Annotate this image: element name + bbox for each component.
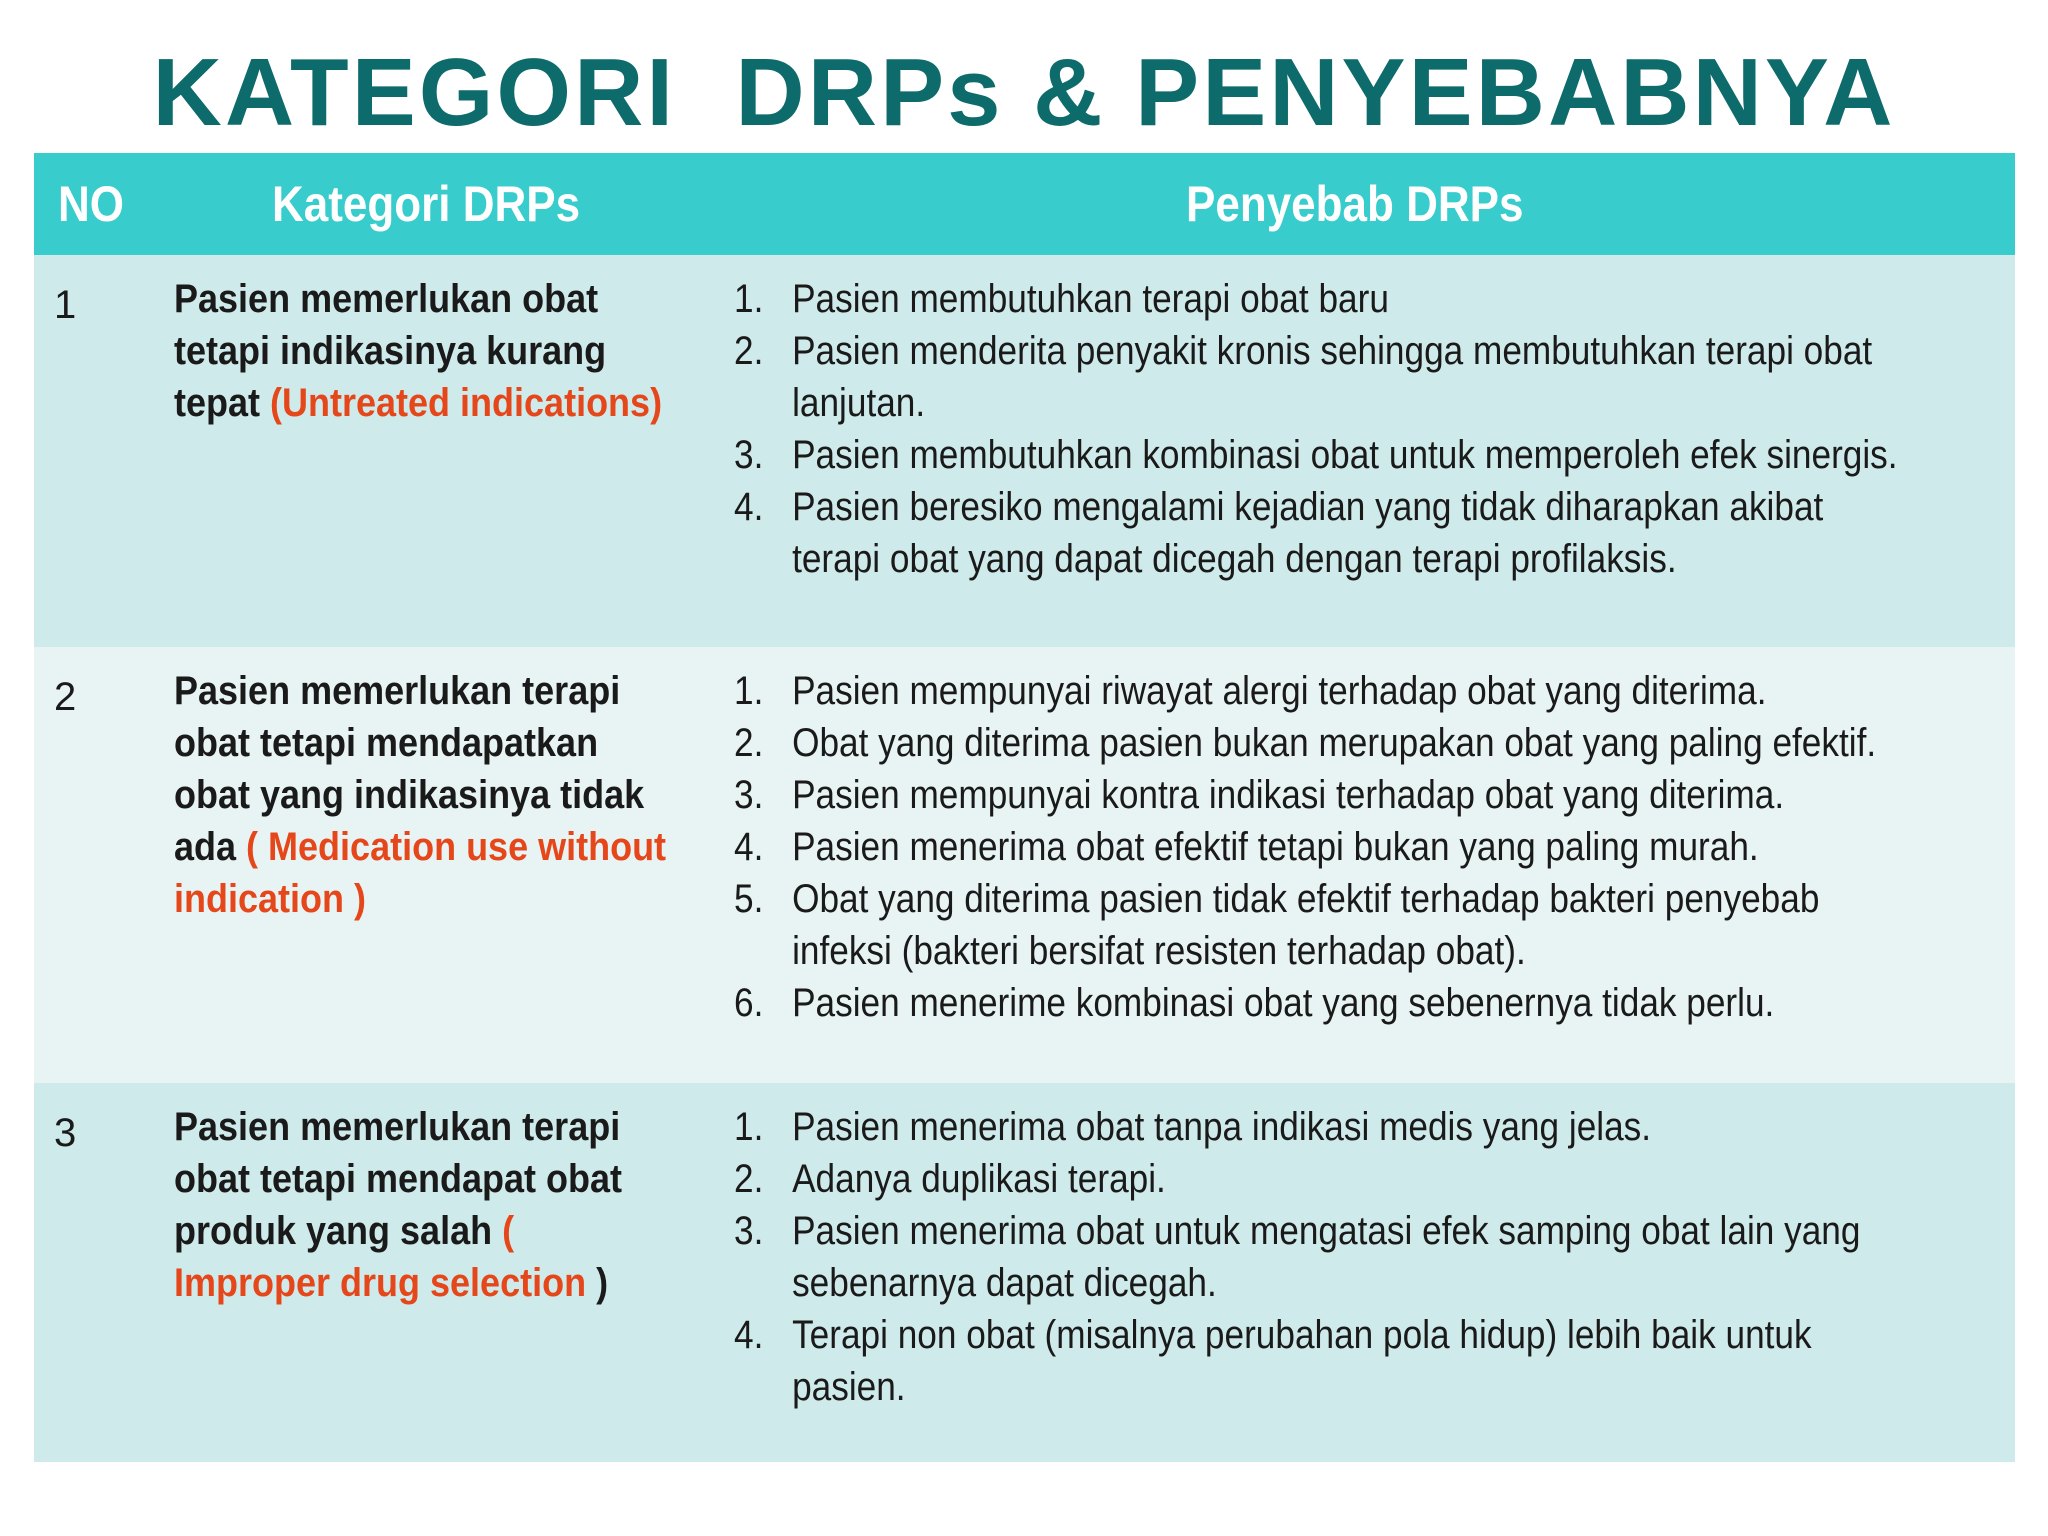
list-number: 2. [734,1157,764,1201]
list-text: Pasien beresiko mengalami kejadian yang tidak diharapkan akibat terapi obat yang dapat dicegah dengan terapi profilaksis. [792,485,1824,581]
list-text: Pasien menderita penyakit kronis sehingga membutuhkan terapi obat lanjutan. [792,329,1873,425]
row-number: 2 [54,675,77,719]
kategori-tail: ) [586,1261,609,1305]
list-item [734,429,1913,481]
kategori-highlight: (Untreated indications) [270,381,663,425]
table-row [34,1083,2015,1462]
header-no: NO [58,176,124,232]
list-number: 4. [734,1313,764,1357]
list-text: Obat yang diterima pasien bukan merupakan obat yang paling efektif. [792,721,1877,765]
header-kategori: Kategori DRPs [272,176,581,232]
list-number: 1. [734,1105,764,1149]
list-item [734,665,1913,717]
list-number: 6. [734,981,764,1025]
table-row [34,647,2015,1083]
list-item [734,481,1913,585]
header-penyebab: Penyebab DRPs [1186,176,1524,232]
kategori-text: Pasien memerlukan terapi obat tetapi mendapatkan obat yang indikasinya tidak ada [174,669,645,869]
list-item [734,1309,1913,1413]
list-text: Adanya duplikasi terapi. [792,1157,1166,1201]
list-number: 1. [734,669,764,713]
list-text: Obat yang diterima pasien tidak efektif terhadap bakteri penyebab infeksi (bakteri bersifat resisten terhadap obat). [792,877,1820,973]
list-number: 2. [734,721,764,765]
list-number: 1. [734,277,764,321]
row-kategori [174,273,678,429]
list-text: Pasien membutuhkan terapi obat baru [792,277,1389,321]
drp-table [34,153,2015,1462]
list-item [734,873,1913,977]
row-number: 1 [54,283,77,327]
list-item [734,977,1913,1029]
list-text: Pasien menerima obat efektif tetapi bukan yang paling murah. [792,825,1759,869]
list-number: 5. [734,877,764,921]
list-number: 3. [734,1209,764,1253]
list-number: 4. [734,825,764,869]
list-item [734,821,1913,873]
list-number: 4. [734,485,764,529]
list-number: 2. [734,329,764,373]
list-text: Pasien menerima obat tanpa indikasi medis yang jelas. [792,1105,1652,1149]
row-penyebab [734,1101,1913,1413]
list-text: Terapi non obat (misalnya perubahan pola hidup) lebih baik untuk pasien. [792,1313,1812,1409]
list-text: Pasien membutuhkan kombinasi obat untuk memperoleh efek sinergis. [792,433,1898,477]
row-penyebab [734,273,1913,585]
kategori-highlight: ( Improper drug selection [174,1209,587,1305]
list-text: Pasien mempunyai riwayat alergi terhadap obat yang diterima. [792,669,1767,713]
list-item [734,273,1913,325]
table-row [34,255,2015,647]
list-item [734,325,1913,429]
list-text: Pasien menerima obat untuk mengatasi efek samping obat lain yang sebenarnya dapat dicegah. [792,1209,1861,1305]
page-title: KATEGORI DRPs & PENYEBABNYA [152,39,1896,146]
kategori-text: Pasien memerlukan terapi obat tetapi mendapat obat produk yang salah [174,1105,623,1253]
row-number: 3 [54,1111,77,1155]
list-number: 3. [734,433,764,477]
list-text: Pasien menerime kombinasi obat yang sebenernya tidak perlu. [792,981,1775,1025]
kategori-highlight: ( Medication use without indication ) [174,825,667,921]
list-item [734,1153,1913,1205]
list-item [734,717,1913,769]
list-item [734,769,1913,821]
row-kategori [174,1101,678,1309]
row-kategori [174,665,678,925]
row-penyebab [734,665,1913,1029]
list-item [734,1101,1913,1153]
list-number: 3. [734,773,764,817]
table-header [34,153,2015,255]
list-item [734,1205,1913,1309]
list-text: Pasien mempunyai kontra indikasi terhadap obat yang diterima. [792,773,1785,817]
kategori-text: Pasien memerlukan obat tetapi indikasinya kurang tepat [174,277,607,425]
